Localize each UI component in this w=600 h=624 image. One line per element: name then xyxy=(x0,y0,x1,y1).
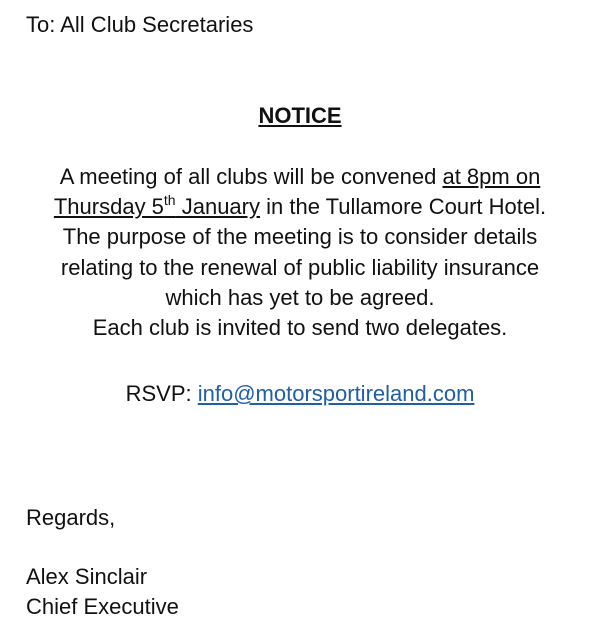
notice-line-3: The purpose of the meeting is to consider details xyxy=(62,224,538,250)
meeting-date-day: Thursday 5 xyxy=(53,194,164,220)
notice-line-4: relating to the renewal of public liability insurance xyxy=(60,254,540,280)
meeting-date-month: January xyxy=(175,194,260,220)
notice-line-1 xyxy=(0,162,600,192)
meeting-time: at 8pm on xyxy=(442,164,541,189)
signature-block xyxy=(26,562,179,622)
meeting-venue: in the Tullamore Court Hotel. xyxy=(260,194,547,220)
meeting-date-ordinal: th xyxy=(163,192,176,209)
notice-line-6: Each club is invited to send two delegates. xyxy=(92,315,508,341)
recipient-line: To: All Club Secretaries xyxy=(26,12,254,37)
notice-heading: NOTICE xyxy=(258,103,342,128)
rsvp-label: RSVP: xyxy=(125,381,198,406)
notice-body xyxy=(0,162,600,343)
notice-line-5: which has yet to be agreed. xyxy=(165,284,435,310)
notice-line-1-text: A meeting of all clubs will be convened xyxy=(59,164,443,189)
notice-line-2 xyxy=(0,192,600,222)
signatory-title: Chief Executive xyxy=(26,594,179,619)
meeting-date xyxy=(54,194,260,219)
rsvp-email-link[interactable]: info@motorsportireland.com xyxy=(197,381,475,406)
signatory-name: Alex Sinclair xyxy=(26,564,148,589)
regards-text: Regards, xyxy=(26,505,116,530)
rsvp-line xyxy=(0,379,600,409)
